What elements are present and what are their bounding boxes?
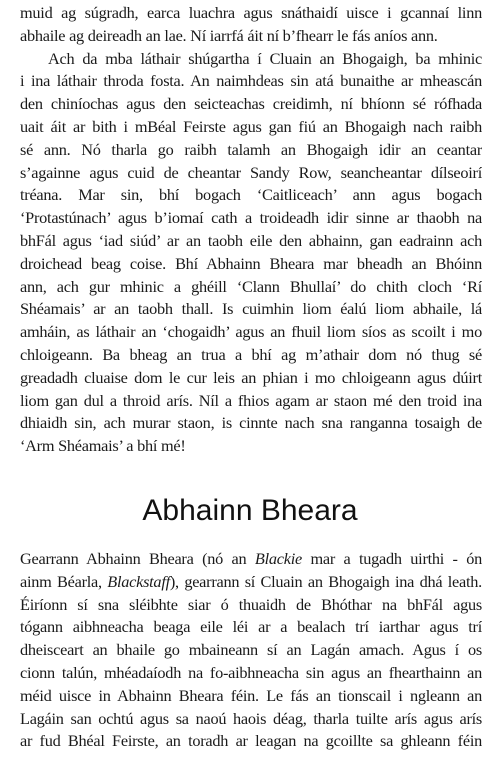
section-2-text [20,548,482,753]
text-run: ainm Béarla, [20,571,108,591]
italic-term: Blackstaff [107,571,170,591]
italic-term: Blackie [254,549,302,568]
text-run: Gearrann Abhainn Bheara (nó an [20,549,255,568]
text-line: abhaile ag deireadh an lae. Ní iarrfá áit ní b’fhearr le fás aníos ann. [20,25,438,45]
text-line: den chiníochas agus den seicteachas creidimh, ní bhíonn sé rófhada [20,94,482,114]
text-run: ), gearrann sí Cluain an Bhogaigh ina dhá leath. [169,571,482,591]
text-line: cionn talún, mhéadaíodh na fo-aibhneacha sin agus an fhearthainn an [20,662,482,682]
text-line: muid ag súgradh, earca luachra agus snáthaidí uisce i gcannaí linn [20,3,482,22]
text-run: mar a tugadh uirthi - ón [301,549,482,568]
text-line: dhiaidh sin, ach murar staon, is cinnte nach sna ranganna tosaigh de [20,413,482,433]
text-line: i ina láthair throda fosta. An naimhdeas sin atá bunaithe ar mheascán [20,71,482,91]
text-line [20,571,482,594]
text-line [20,548,482,571]
text-line: greadadh cluaise dom le cur leis an phian i mo chloigeann agus dúirt [20,367,482,387]
text-line: chloigeann. Ba bheag an trua a bhí ag m’athair dom nó thug sé [20,344,482,364]
text-line: tógann aibhneacha beaga eile léi ar a bealach trí iarthar agus trí [20,617,482,637]
text-line: amháin, as láthair an ‘chogaidh’ agus an fhuil liom síos as scoilt i mo [20,322,482,342]
text-line: dheisceart an bhaile go mbaineann sí an Lagán amach. Agus í os [20,640,482,660]
paragraph-first-line: Ach da mba láthair shúgartha í Cluain an Bhogaigh, ba mhinic [48,48,482,68]
text-line: ‘Protastúnach’ agus b’iomaí cath a troideadh idir sinne ar thaobh na [20,208,482,228]
text-line: ‘Arm Shéamais’ a bhí mé! [20,436,186,456]
text-line: ann, ach gur mhinic a ghéill ‘Clann Bhullaí’ do chith cloch ‘Rí [20,276,482,296]
text-line: Lagáin san ochtú agus sa naoú haois déag, tharla tuilte arís agus arís [20,708,482,728]
text-line: méid uisce in Abhainn Bheara féin. Le fás an tionscail i ngleann an [20,685,482,705]
text-line: sé ann. Nó tharla go raibh talamh an Bhogaigh idir an ceantar [20,139,482,159]
text-line: liom gan dul a throid arís. Níl a fhios agam ar staon mé den troid ina [20,390,482,410]
text-line: s’againne agus cuid de cheantar Sandy Row, seancheantar dílseoirí [20,162,482,182]
text-line: uait áit ar bith i mBéal Feirste agus gan fiú an Bhogaigh nach raibh [20,116,482,136]
text-line: bhFál agus ‘iad siúd’ ar an taobh eile den abhainn, gan eadrainn ach [20,230,482,250]
text-line: ar fud Bhéal Feirste, an toradh ar leagan na gcoillte sa ghleann féin [20,731,482,751]
text-line: Shéamais’ ar an taobh thall. Is cuimhin liom éalú liom abhaile, lá [20,299,482,319]
text-line: Éiríonn sí sna sléibhte siar ó thuaidh de Bhóthar na bhFál agus [20,594,482,614]
section-1-text [20,2,482,458]
section-heading: Abhainn Bheara [142,494,358,527]
text-line: tréana. Mar sin, bhí bogach ‘Caitliceach’ ann agus bogach [20,185,482,205]
text-line: droichead beag coise. Bhí Abhainn Bheara mar bheadh an Bhóinn [20,253,482,273]
